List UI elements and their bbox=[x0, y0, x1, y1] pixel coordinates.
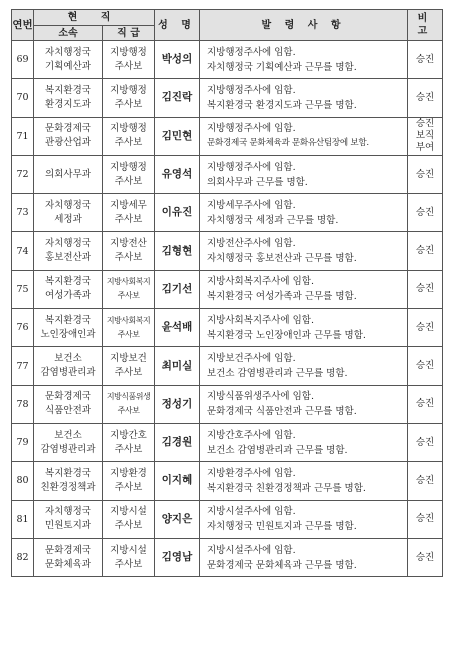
header-name: 성 명 bbox=[155, 10, 200, 41]
rank-line: 지방행정 bbox=[110, 161, 147, 173]
rank-line: 지방사회복지 bbox=[106, 315, 151, 325]
header-current-position: 현 직 bbox=[34, 10, 155, 26]
appointment-details-cell bbox=[200, 41, 408, 79]
employee-name-cell: 박성의 bbox=[155, 41, 200, 79]
employee-name-cell: 김진락 bbox=[155, 79, 200, 117]
dept-line: 민원토지과 bbox=[45, 520, 91, 532]
dept-line: 친환경정책과 bbox=[40, 481, 96, 493]
department-cell bbox=[34, 423, 103, 461]
order-line: 복지환경국 노인장애인과 근무를 명함. bbox=[207, 329, 366, 341]
order-line: 지방세무주사에 임함. bbox=[207, 199, 296, 211]
appointment-details-cell bbox=[200, 117, 408, 155]
table-row bbox=[12, 194, 443, 232]
order-line: 문화경제국 식품안전과 근무를 명함. bbox=[207, 406, 357, 418]
rank-line: 지방사회복지 bbox=[106, 277, 151, 287]
dept-line: 자치행정국 bbox=[45, 46, 91, 58]
order-line: 지방행정주사에 임함. bbox=[207, 84, 296, 96]
order-line: 보건소 감염병관리과 근무를 명함. bbox=[207, 444, 348, 456]
rank-cell bbox=[103, 41, 155, 79]
table-row bbox=[12, 423, 443, 461]
order-line: 자치행정국 홍보전산과 근무를 명함. bbox=[207, 253, 357, 265]
serial-number-cell: 69 bbox=[12, 41, 34, 79]
rank-line: 주사보 bbox=[117, 291, 140, 301]
rank-line: 주사보 bbox=[114, 98, 143, 110]
remarks-cell bbox=[408, 309, 443, 347]
table-row bbox=[12, 538, 443, 576]
employee-name-cell: 최미실 bbox=[155, 347, 200, 385]
order-line: 지방행정주사에 임함. bbox=[207, 161, 296, 173]
remarks-cell bbox=[408, 41, 443, 79]
table-row bbox=[12, 232, 443, 270]
rank-cell bbox=[103, 309, 155, 347]
note-line: 승진 bbox=[415, 91, 435, 103]
order-line: 지방행정주사에 임함. bbox=[207, 123, 296, 135]
serial-number-cell: 78 bbox=[12, 385, 34, 423]
employee-name-cell: 이지혜 bbox=[155, 462, 200, 500]
order-line: 지방식품위생주사에 임함. bbox=[207, 391, 314, 403]
rank-cell bbox=[103, 117, 155, 155]
rank-line: 주사보 bbox=[114, 520, 143, 532]
department-cell bbox=[34, 232, 103, 270]
note-line: 승진 bbox=[415, 398, 435, 410]
table-row bbox=[12, 155, 443, 193]
dept-line: 보건소 bbox=[54, 353, 82, 365]
header-department: 소속 bbox=[34, 26, 103, 41]
department-cell bbox=[34, 385, 103, 423]
serial-number-cell: 72 bbox=[12, 155, 34, 193]
header-appointment-details: 발 령 사 항 bbox=[200, 10, 408, 41]
department-cell bbox=[34, 270, 103, 308]
rank-line: 주사보 bbox=[114, 137, 143, 149]
note-line: 승진 bbox=[415, 360, 435, 372]
rank-cell bbox=[103, 270, 155, 308]
remarks-cell bbox=[408, 538, 443, 576]
table-row bbox=[12, 347, 443, 385]
personnel-order-table bbox=[11, 9, 443, 577]
rank-line: 지방전산 bbox=[110, 238, 147, 250]
remarks-cell bbox=[408, 117, 443, 155]
department-cell bbox=[34, 117, 103, 155]
table-row bbox=[12, 309, 443, 347]
order-line: 복지환경국 친환경정책과 근무를 명함. bbox=[207, 482, 366, 494]
order-line: 지방시설주사에 임함. bbox=[207, 506, 296, 518]
rank-line: 주사보 bbox=[117, 406, 140, 416]
serial-number-cell: 79 bbox=[12, 423, 34, 461]
department-cell bbox=[34, 500, 103, 538]
header-row-top bbox=[12, 10, 443, 26]
remarks-cell bbox=[408, 347, 443, 385]
appointment-details-cell bbox=[200, 500, 408, 538]
appointment-details-cell bbox=[200, 232, 408, 270]
department-cell bbox=[34, 79, 103, 117]
appointment-details-cell bbox=[200, 194, 408, 232]
rank-cell bbox=[103, 232, 155, 270]
employee-name-cell: 윤석배 bbox=[155, 309, 200, 347]
employee-name-cell: 양지은 bbox=[155, 500, 200, 538]
remarks-cell bbox=[408, 194, 443, 232]
table-row bbox=[12, 385, 443, 423]
appointment-details-cell bbox=[200, 423, 408, 461]
dept-line: 식품안전과 bbox=[45, 405, 91, 417]
rank-cell bbox=[103, 423, 155, 461]
order-line: 지방시설주사에 임함. bbox=[207, 544, 296, 556]
department-cell bbox=[34, 155, 103, 193]
department-cell bbox=[34, 41, 103, 79]
dept-line: 환경지도과 bbox=[45, 98, 91, 110]
employee-name-cell: 김경원 bbox=[155, 423, 200, 461]
rank-line: 주사보 bbox=[114, 558, 143, 570]
appointment-details-cell bbox=[200, 538, 408, 576]
header-remarks: 비 고 bbox=[408, 10, 443, 41]
rank-cell bbox=[103, 79, 155, 117]
department-cell bbox=[34, 347, 103, 385]
note-line: 승진 bbox=[415, 283, 435, 295]
order-line: 문화경제국 문화체육과 문화유산팀장에 보함. bbox=[207, 138, 369, 149]
note-line: 승진 bbox=[415, 53, 435, 65]
remarks-cell bbox=[408, 462, 443, 500]
table-row bbox=[12, 270, 443, 308]
rank-line: 지방행정 bbox=[110, 123, 147, 135]
appointment-details-cell bbox=[200, 385, 408, 423]
rank-cell bbox=[103, 347, 155, 385]
dept-line: 기획예산과 bbox=[45, 60, 91, 72]
order-line: 보건소 감염병관리과 근무를 명함. bbox=[207, 368, 348, 380]
order-line: 지방보건주사에 임함. bbox=[207, 353, 296, 365]
rank-line: 지방행정 bbox=[110, 84, 147, 96]
remarks-cell bbox=[408, 232, 443, 270]
dept-line: 여성가족과 bbox=[45, 290, 91, 302]
table-row bbox=[12, 462, 443, 500]
remarks-cell bbox=[408, 155, 443, 193]
note-line: 승진 bbox=[415, 118, 435, 130]
dept-line: 노인장애인과 bbox=[40, 328, 96, 340]
appointment-details-cell bbox=[200, 79, 408, 117]
table-row bbox=[12, 117, 443, 155]
appointment-details-cell bbox=[200, 155, 408, 193]
dept-line: 복지환경국 bbox=[45, 314, 91, 326]
remarks-cell bbox=[408, 423, 443, 461]
serial-number-cell: 77 bbox=[12, 347, 34, 385]
rank-cell bbox=[103, 385, 155, 423]
serial-number-cell: 80 bbox=[12, 462, 34, 500]
rank-cell bbox=[103, 462, 155, 500]
rank-line: 지방보건 bbox=[110, 353, 147, 365]
note-line: 승진 bbox=[415, 206, 435, 218]
dept-line: 복지환경국 bbox=[45, 276, 91, 288]
dept-line: 복지환경국 bbox=[45, 467, 91, 479]
order-line: 지방사회복지주사에 임함. bbox=[207, 276, 314, 288]
dept-line: 문화경제국 bbox=[45, 544, 91, 556]
rank-line: 주사보 bbox=[114, 481, 143, 493]
order-line: 복지환경국 여성가족과 근무를 명함. bbox=[207, 291, 357, 303]
serial-number-cell: 71 bbox=[12, 117, 34, 155]
dept-line: 복지환경국 bbox=[45, 84, 91, 96]
rank-line: 주사보 bbox=[114, 367, 143, 379]
note-line: 승진 bbox=[415, 513, 435, 525]
dept-line: 자치행정국 bbox=[45, 506, 91, 518]
rank-line: 주사보 bbox=[114, 60, 143, 72]
rank-cell bbox=[103, 155, 155, 193]
rank-line: 주사보 bbox=[114, 443, 143, 455]
note-line: 승진 bbox=[415, 474, 435, 486]
dept-line: 감염병관리과 bbox=[40, 367, 96, 379]
rank-line: 지방식품위생 bbox=[106, 392, 151, 402]
dept-line: 자치행정국 bbox=[45, 238, 91, 250]
note-line: 승진 bbox=[415, 245, 435, 257]
order-line: 지방간호주사에 임함. bbox=[207, 429, 296, 441]
employee-name-cell: 김기선 bbox=[155, 270, 200, 308]
dept-line: 자치행정국 bbox=[45, 199, 91, 211]
employee-name-cell: 이유진 bbox=[155, 194, 200, 232]
dept-line: 관광산업과 bbox=[45, 137, 91, 149]
rank-cell bbox=[103, 538, 155, 576]
employee-name-cell: 김영남 bbox=[155, 538, 200, 576]
note-line: 승진 bbox=[415, 168, 435, 180]
dept-line: 보건소 bbox=[54, 429, 82, 441]
dept-line: 감염병관리과 bbox=[40, 443, 96, 455]
note-line: 부여 bbox=[415, 142, 435, 154]
note-line: 승진 bbox=[415, 551, 435, 563]
employee-name-cell: 김민현 bbox=[155, 117, 200, 155]
rank-line: 지방세무 bbox=[110, 199, 147, 211]
order-line: 자치행정국 세정과 근무를 명함. bbox=[207, 214, 339, 226]
rank-line: 주사보 bbox=[114, 175, 143, 187]
order-line: 자치행정국 기획예산과 근무를 명함. bbox=[207, 61, 357, 73]
table-row bbox=[12, 79, 443, 117]
order-line: 지방사회복지주사에 임함. bbox=[207, 314, 314, 326]
rank-line: 지방환경 bbox=[110, 467, 147, 479]
rank-line: 주사보 bbox=[114, 213, 143, 225]
rank-line: 지방시설 bbox=[110, 544, 147, 556]
serial-number-cell: 73 bbox=[12, 194, 34, 232]
header-serial-number: 연번 bbox=[12, 10, 34, 41]
employee-name-cell: 정성기 bbox=[155, 385, 200, 423]
order-line: 의회사무과 근무를 명함. bbox=[207, 176, 308, 188]
dept-line: 홍보전산과 bbox=[45, 252, 91, 264]
serial-number-cell: 81 bbox=[12, 500, 34, 538]
order-line: 지방환경주사에 임함. bbox=[207, 467, 296, 479]
serial-number-cell: 75 bbox=[12, 270, 34, 308]
dept-line: 세정과 bbox=[54, 213, 82, 225]
dept-line: 문화경제국 bbox=[45, 123, 91, 135]
order-line: 지방전산주사에 임함. bbox=[207, 238, 296, 250]
employee-name-cell: 유영석 bbox=[155, 155, 200, 193]
dept-line: 문화체육과 bbox=[45, 558, 91, 570]
serial-number-cell: 74 bbox=[12, 232, 34, 270]
dept-line: 의회사무과 bbox=[45, 168, 91, 180]
appointment-details-cell bbox=[200, 462, 408, 500]
remarks-cell bbox=[408, 500, 443, 538]
rank-line: 주사보 bbox=[117, 329, 140, 339]
order-line: 지방행정주사에 임함. bbox=[207, 46, 296, 58]
department-cell bbox=[34, 462, 103, 500]
department-cell bbox=[34, 194, 103, 232]
note-line: 승진 bbox=[415, 436, 435, 448]
remarks-cell bbox=[408, 270, 443, 308]
order-line: 문화경제국 문화체육과 근무를 명함. bbox=[207, 559, 357, 571]
order-line: 자치행정국 민원토지과 근무를 명함. bbox=[207, 521, 357, 533]
employee-name-cell: 김형현 bbox=[155, 232, 200, 270]
note-line: 보직 bbox=[415, 130, 435, 142]
rank-line: 지방시설 bbox=[110, 506, 147, 518]
note-line: 승진 bbox=[415, 321, 435, 333]
table-row bbox=[12, 41, 443, 79]
department-cell bbox=[34, 309, 103, 347]
dept-line: 문화경제국 bbox=[45, 391, 91, 403]
remarks-cell bbox=[408, 79, 443, 117]
serial-number-cell: 82 bbox=[12, 538, 34, 576]
serial-number-cell: 70 bbox=[12, 79, 34, 117]
rank-cell bbox=[103, 500, 155, 538]
remarks-cell bbox=[408, 385, 443, 423]
order-line: 복지환경국 환경지도과 근무를 명함. bbox=[207, 99, 357, 111]
appointment-details-cell bbox=[200, 270, 408, 308]
department-cell bbox=[34, 538, 103, 576]
table-row bbox=[12, 500, 443, 538]
header-rank: 직 급 bbox=[103, 26, 155, 41]
rank-cell bbox=[103, 194, 155, 232]
serial-number-cell: 76 bbox=[12, 309, 34, 347]
rank-line: 지방간호 bbox=[110, 429, 147, 441]
rank-line: 지방행정 bbox=[110, 46, 147, 58]
appointment-details-cell bbox=[200, 309, 408, 347]
rank-line: 주사보 bbox=[114, 252, 143, 264]
appointment-details-cell bbox=[200, 347, 408, 385]
